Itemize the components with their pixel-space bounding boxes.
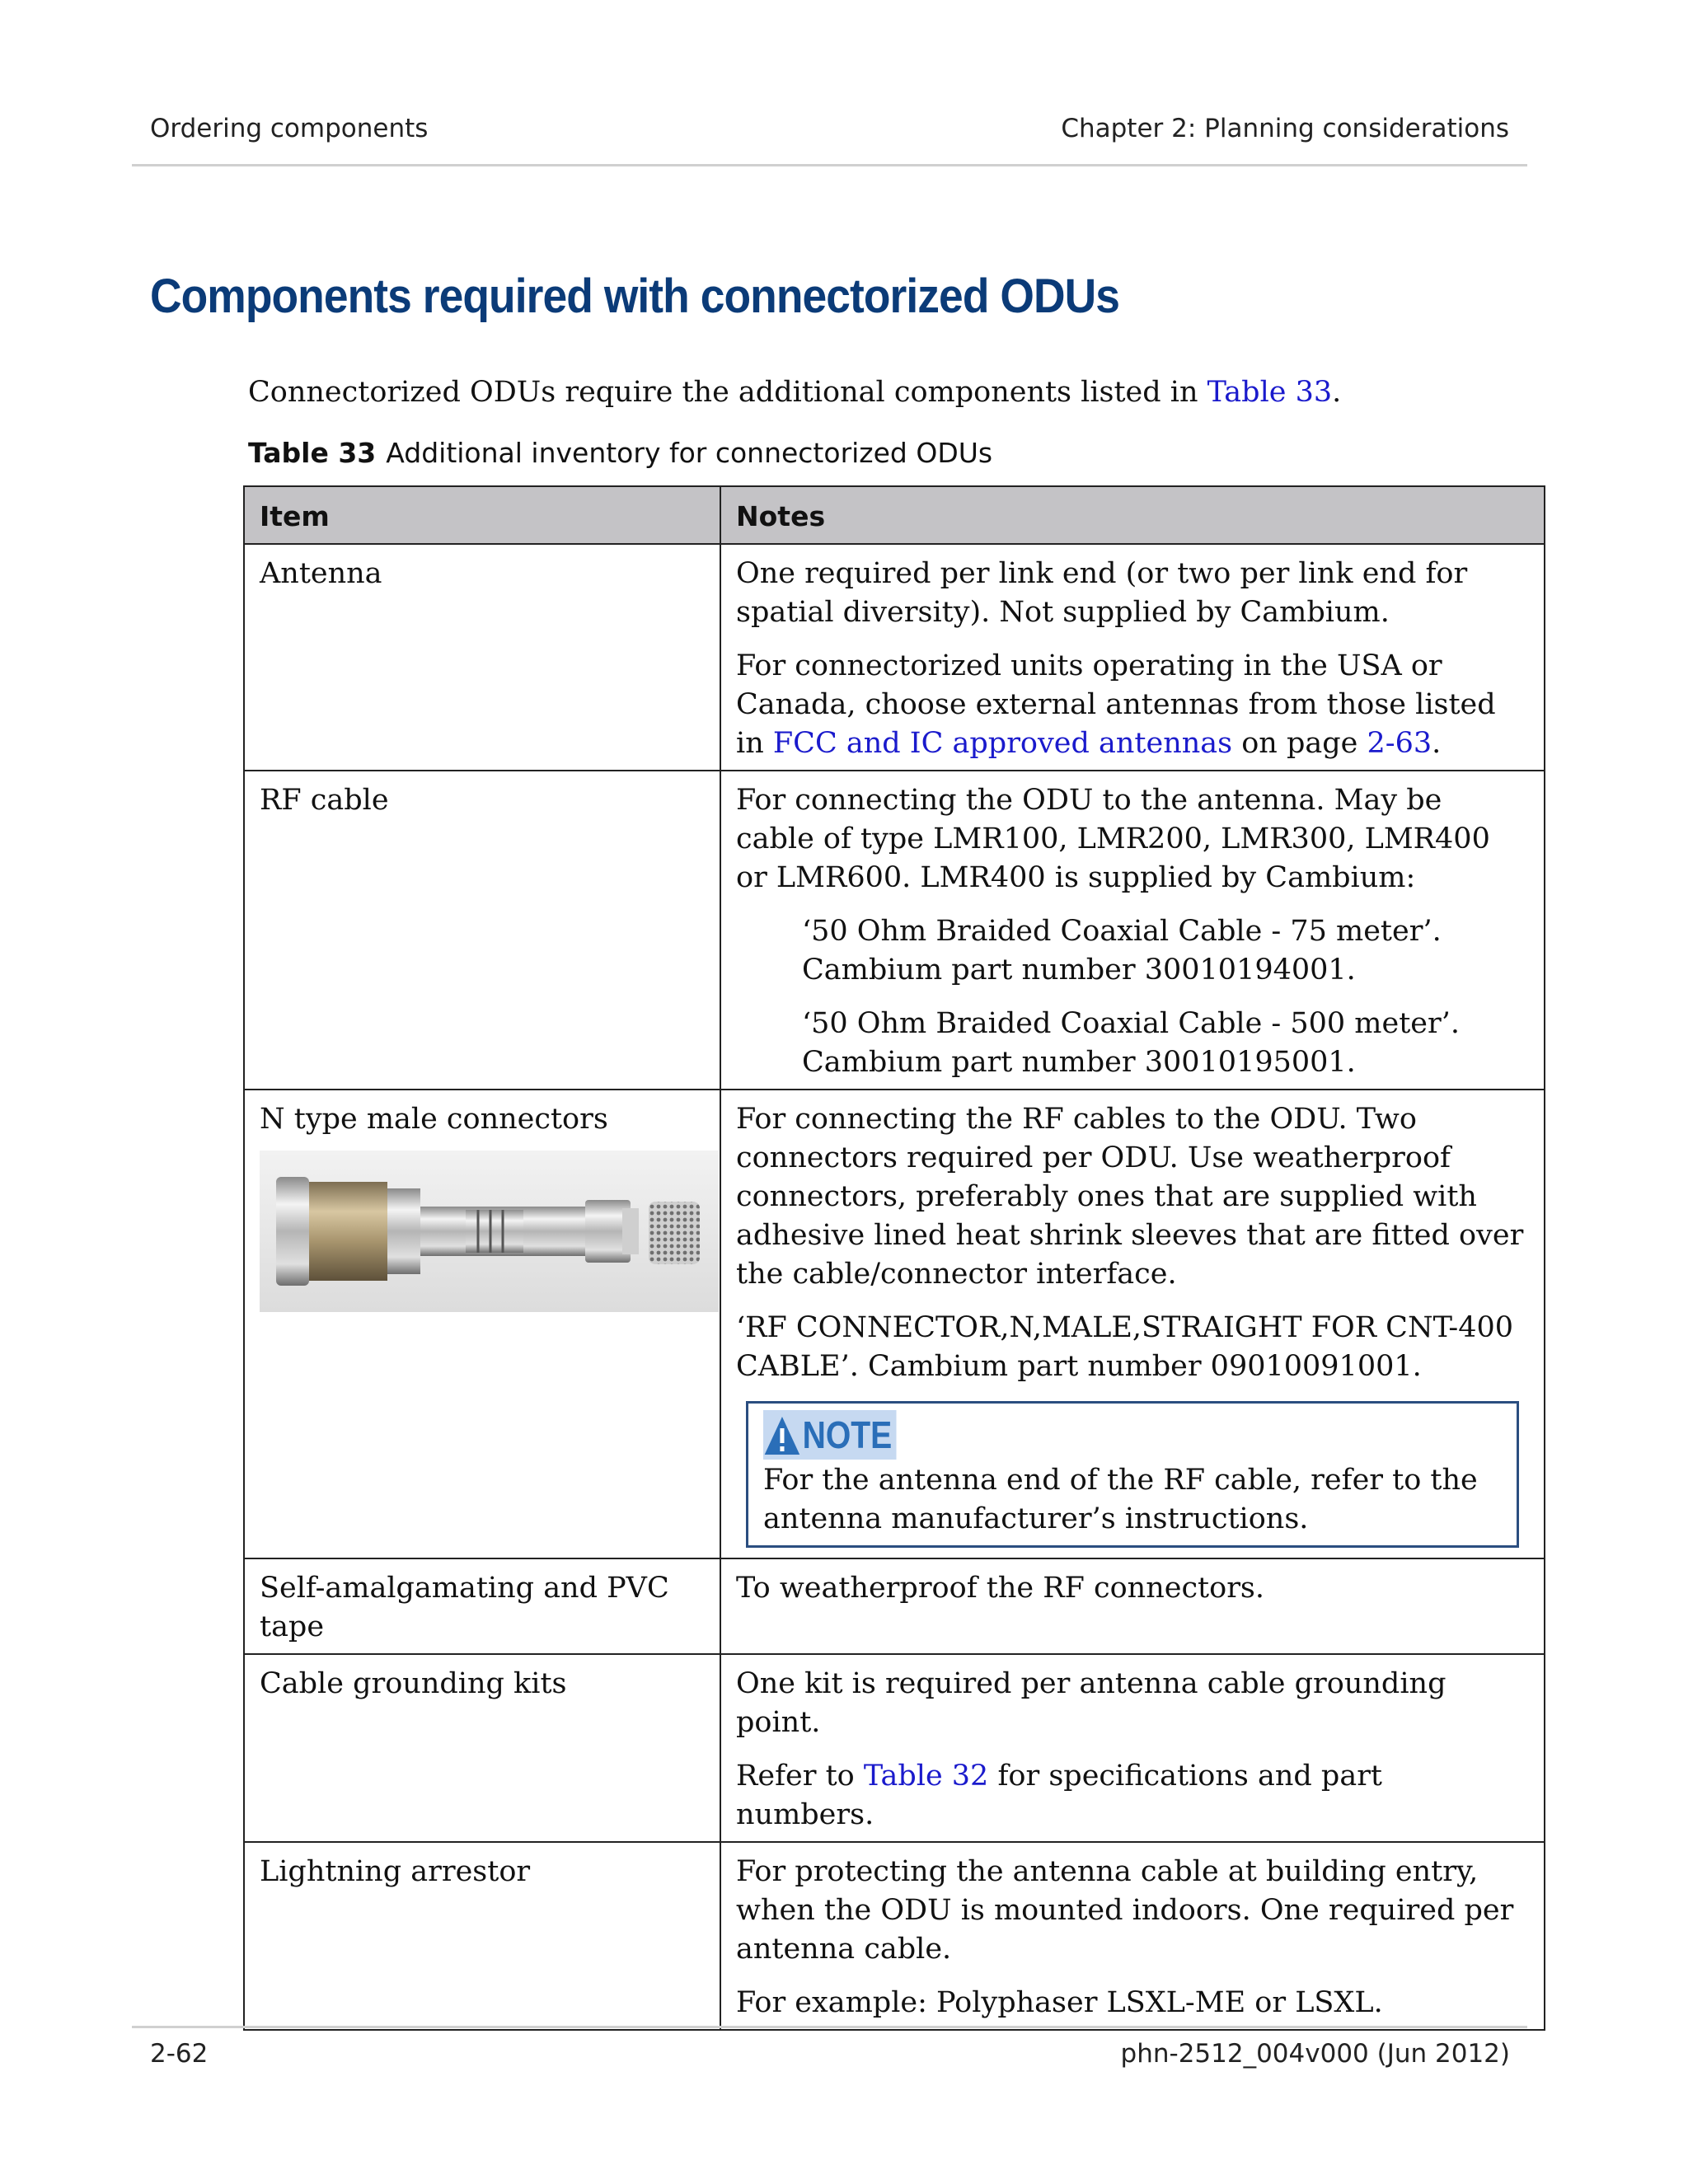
fcc-antennas-link[interactable]: FCC and IC approved antennas — [772, 727, 1233, 760]
caption-label: Table 33 — [248, 437, 377, 469]
note-paragraph: For connecting the ODU to the antenna. May be cable of type LMR100, LMR200, LMR300, LMR400 or LMR600. LMR400 is supplied by Cambium: — [736, 784, 1490, 894]
table-row — [244, 771, 1545, 1090]
table-caption — [248, 437, 992, 469]
inventory-table — [243, 485, 1545, 2031]
note-paragraph — [736, 647, 1529, 763]
page-link[interactable]: 2-63 — [1367, 727, 1432, 760]
item-label: N type male connectors — [260, 1103, 608, 1136]
text: For connectorized units operating in the USA or Canada, choose external antennas from those listed in — [736, 649, 1496, 760]
text: Refer to — [736, 1760, 864, 1793]
intro-end: . — [1332, 376, 1342, 409]
warning-triangle-icon — [763, 1415, 801, 1456]
note-paragraph: For example: Polyphaser LSXL-ME or LSXL. — [736, 1986, 1383, 2019]
table-33-link[interactable]: Table 33 — [1207, 376, 1333, 409]
note-callout — [746, 1401, 1519, 1548]
table-32-link[interactable]: Table 32 — [863, 1760, 989, 1793]
header-notes: Notes — [720, 486, 1545, 544]
n-type-connector-photo — [260, 1151, 719, 1312]
item-cell — [244, 1090, 720, 1558]
note-paragraph: ‘RF CONNECTOR,N,MALE,STRAIGHT FOR CNT-400 CABLE’. Cambium part number 09010091001. — [736, 1311, 1514, 1383]
notes-cell — [720, 771, 1545, 1090]
document-id: phn-2512_004v000 (Jun 2012) — [1120, 2039, 1510, 2069]
note-paragraph: One required per link end (or two per link end for spatial diversity). Not supplied by Cambium. — [736, 557, 1468, 629]
table-row — [244, 544, 1545, 771]
header-item: Item — [244, 486, 720, 544]
notes-cell — [720, 1842, 1545, 2030]
item-cell: Lightning arrestor — [244, 1842, 720, 2030]
intro-text: Connectorized ODUs require the additional components listed in — [248, 376, 1207, 409]
item-cell: Antenna — [244, 544, 720, 771]
table-row — [244, 1090, 1545, 1558]
notes-cell — [720, 1654, 1545, 1842]
table-header-row — [244, 486, 1545, 544]
item-cell: Cable grounding kits — [244, 1654, 720, 1842]
footer-divider — [132, 2026, 1527, 2028]
table-row — [244, 1654, 1545, 1842]
intro-paragraph — [248, 376, 1341, 409]
notes-cell — [720, 1090, 1545, 1558]
page-number: 2-62 — [150, 2039, 209, 2069]
note-paragraph: For protecting the antenna cable at building entry, when the ODU is mounted indoors. One required per antenna cable. — [736, 1855, 1514, 1966]
note-paragraph: For connecting the RF cables to the ODU. Two connectors required per ODU. Use weatherproof connectors, preferably ones that are supplied with adhesive lined heat shrink sleeves that are fitted over the cable/connector interface. — [736, 1103, 1524, 1291]
text: . — [1432, 727, 1442, 760]
notes-cell — [720, 544, 1545, 771]
note-label-text: NOTE — [802, 1413, 893, 1456]
text: for specifications and part numbers. — [736, 1760, 1382, 1831]
note-paragraph: One kit is required per antenna cable grounding point. — [736, 1667, 1447, 1739]
part-number-entry: ‘50 Ohm Braided Coaxial Cable - 75 meter’. Cambium part number 30010194001. — [802, 915, 1442, 987]
text: on page — [1232, 727, 1367, 760]
item-cell: RF cable — [244, 771, 720, 1090]
item-cell: Self-amalgamating and PVC tape — [244, 1558, 720, 1654]
header-section-title: Ordering components — [150, 114, 429, 143]
page-title: Components required with connectorized ODUs — [150, 269, 1119, 323]
notes-cell — [720, 1558, 1545, 1654]
part-number-entry: ‘50 Ohm Braided Coaxial Cable - 500 meter’. Cambium part number 30010195001. — [802, 1007, 1460, 1079]
note-label — [763, 1410, 896, 1460]
table-row — [244, 1842, 1545, 2030]
table-row — [244, 1558, 1545, 1654]
note-text: For the antenna end of the RF cable, refer to the antenna manufacturer’s instructions. — [763, 1464, 1478, 1535]
caption-text: Additional inventory for connectorized ODUs — [386, 437, 993, 469]
page-header — [132, 0, 1527, 166]
note-paragraph: To weatherproof the RF connectors. — [736, 1572, 1265, 1605]
header-chapter-title: Chapter 2: Planning considerations — [1061, 114, 1509, 143]
note-paragraph — [736, 1757, 1529, 1835]
